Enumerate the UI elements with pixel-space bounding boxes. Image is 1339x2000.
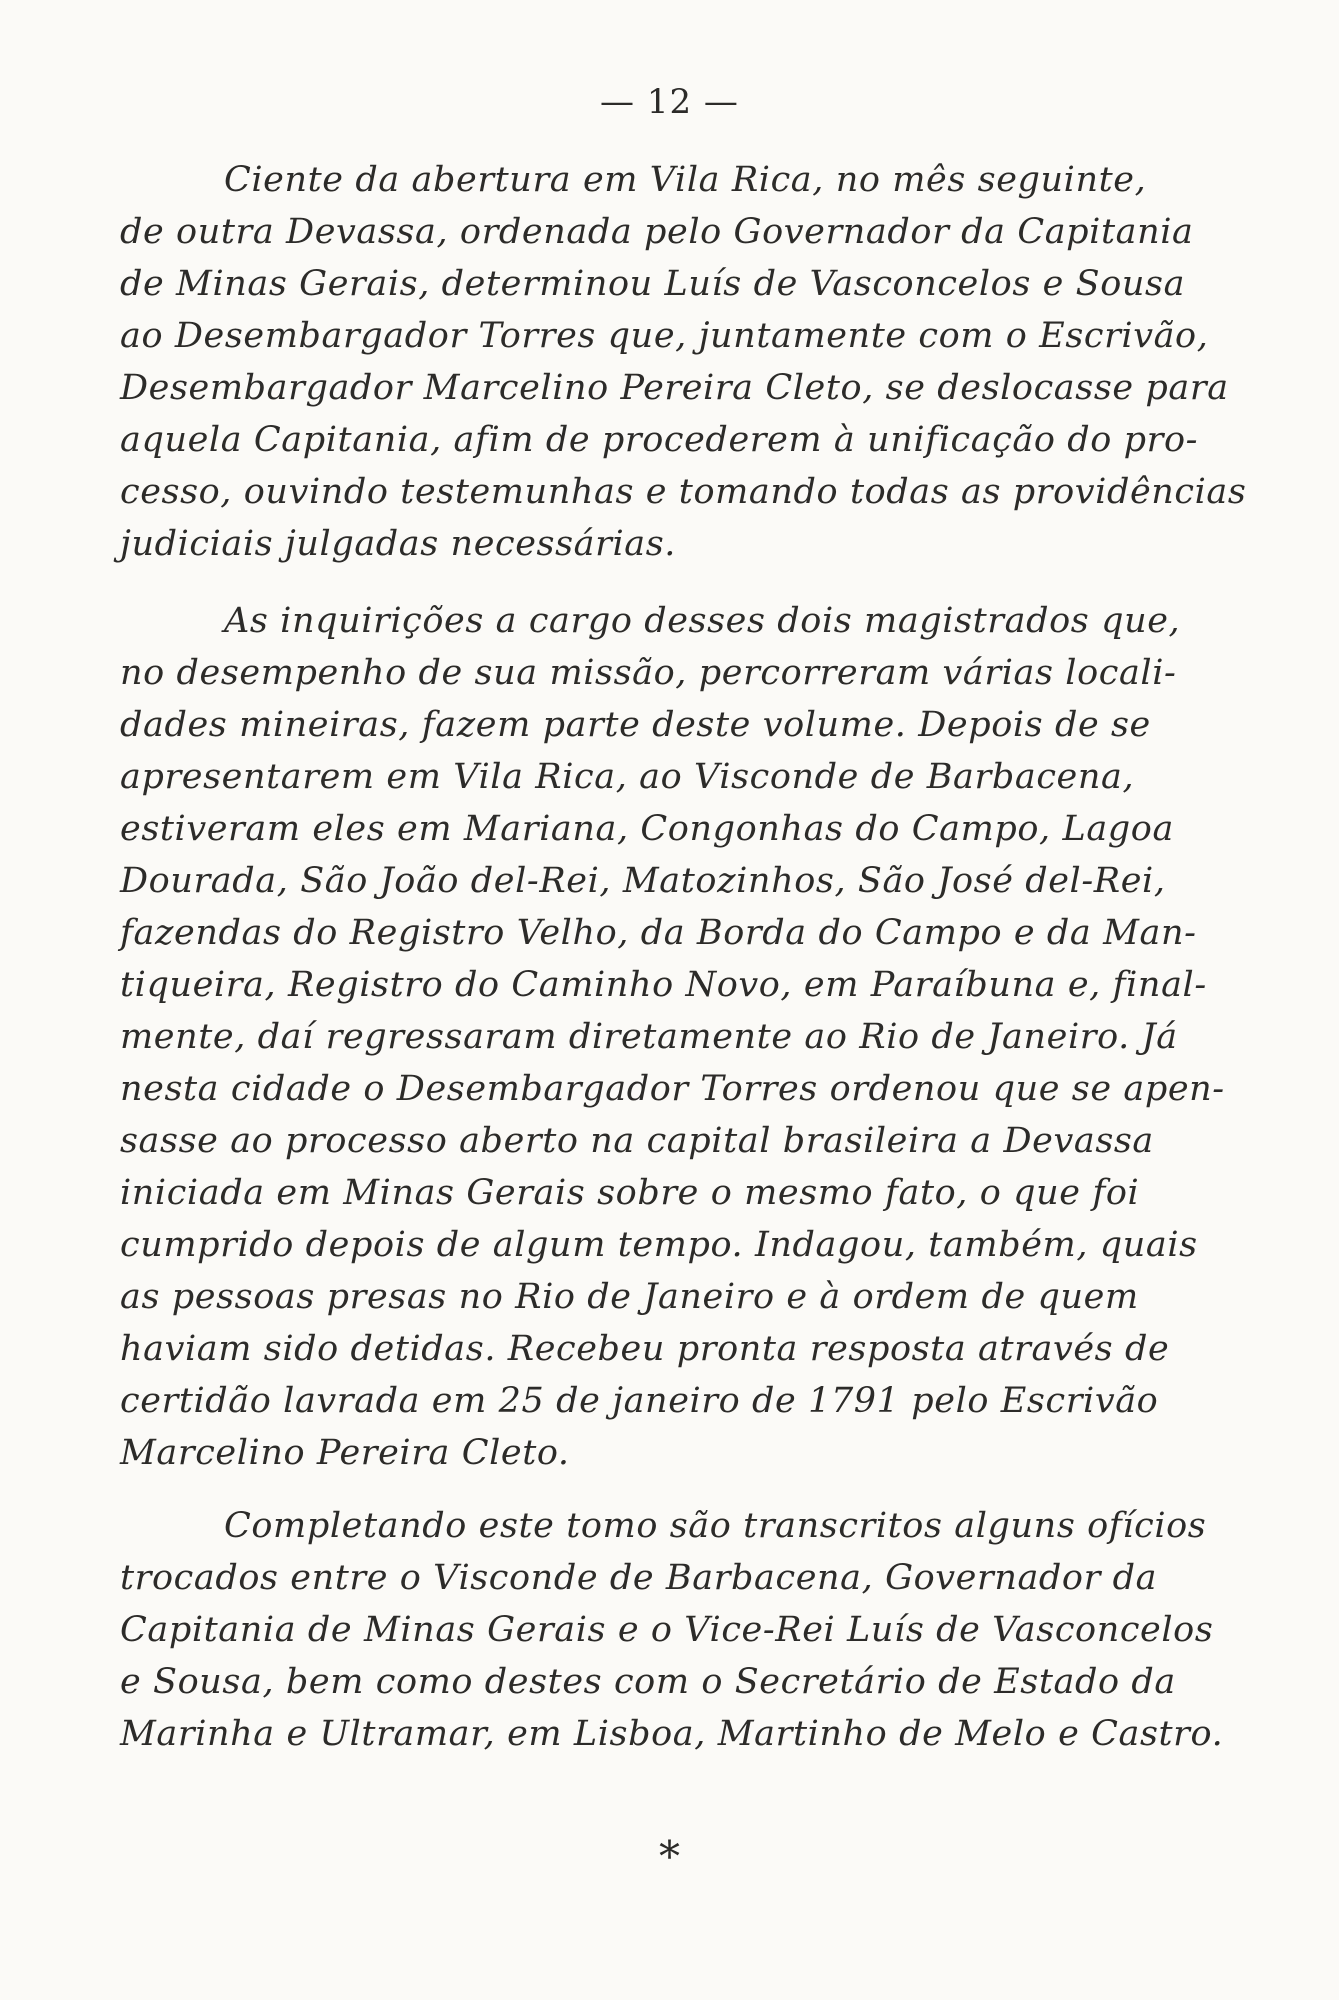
page-number: — 12 — (600, 82, 739, 122)
paragraph-line: de Minas Gerais, determinou Luís de Vasconcelos e Sousa (120, 264, 1186, 304)
paragraph-line: ao Desembargador Torres que, juntamente com o Escrivão, (120, 316, 1209, 356)
paragraph-line: e Sousa, bem como destes com o Secretário de Estado da (120, 1662, 1176, 1702)
paragraph-line: haviam sido detidas. Recebeu pronta resposta através de (120, 1329, 1170, 1369)
paragraph-line: estiveram eles em Mariana, Congonhas do Campo, Lagoa (120, 809, 1174, 849)
paragraph-line: judiciais julgadas necessárias. (120, 524, 676, 564)
paragraph-1 (120, 154, 1247, 570)
paragraph-line: de outra Devassa, ordenada pelo Governador da Capitania (120, 212, 1194, 252)
paragraph-line: as pessoas presas no Rio de Janeiro e à ordem de quem (120, 1277, 1139, 1317)
paragraph-2 (120, 595, 1225, 1479)
paragraph-line: trocados entre o Visconde de Barbacena, Governador da (120, 1558, 1158, 1598)
paragraph-line: nesta cidade o Desembargador Torres ordenou que se apen- (120, 1069, 1225, 1109)
paragraph-line: apresentarem em Vila Rica, ao Visconde de Barbacena, (120, 757, 1135, 797)
paragraph-line: Marcelino Pereira Cleto. (120, 1433, 570, 1473)
end-asterisk: * (659, 1832, 680, 1881)
paragraph-line: tiqueira, Registro do Caminho Novo, em Paraíbuna e, final- (120, 965, 1207, 1005)
paragraph-line: certidão lavrada em 25 de janeiro de 1791 pelo Escrivão (120, 1381, 1159, 1421)
paragraph-3 (120, 1500, 1224, 1760)
paragraph-line: Ciente da abertura em Vila Rica, no mês seguinte, (224, 160, 1147, 200)
paragraph-line: fazendas do Registro Velho, da Borda do Campo e da Man- (120, 913, 1197, 953)
paragraph-line: aquela Capitania, afim de procederem à unificação do pro- (120, 420, 1199, 460)
paragraph-line: sasse ao processo aberto na capital brasileira a Devassa (120, 1121, 1154, 1161)
paragraph-line: Desembargador Marcelino Pereira Cleto, se deslocasse para (120, 368, 1229, 408)
paragraph-line: no desempenho de sua missão, percorreram várias locali- (120, 653, 1177, 693)
paragraph-line: Completando este tomo são transcritos alguns ofícios (224, 1506, 1207, 1546)
paragraph-line: cesso, ouvindo testemunhas e tomando todas as providências (120, 472, 1247, 512)
paragraph-line: As inquirições a cargo desses dois magistrados que, (224, 601, 1181, 641)
paragraph-line: Marinha e Ultramar, em Lisboa, Martinho de Melo e Castro. (120, 1714, 1224, 1754)
paragraph-line: cumprido depois de algum tempo. Indagou, também, quais (120, 1225, 1198, 1265)
paragraph-line: mente, daí regressaram diretamente ao Rio de Janeiro. Já (120, 1017, 1178, 1057)
paragraph-line: Capitania de Minas Gerais e o Vice-Rei Luís de Vasconcelos (120, 1610, 1214, 1650)
paragraph-line: dades mineiras, fazem parte deste volume. Depois de se (120, 705, 1151, 745)
paragraph-line: iniciada em Minas Gerais sobre o mesmo fato, o que foi (120, 1173, 1140, 1213)
paragraph-line: Dourada, São João del-Rei, Matozinhos, São José del-Rei, (120, 861, 1166, 901)
